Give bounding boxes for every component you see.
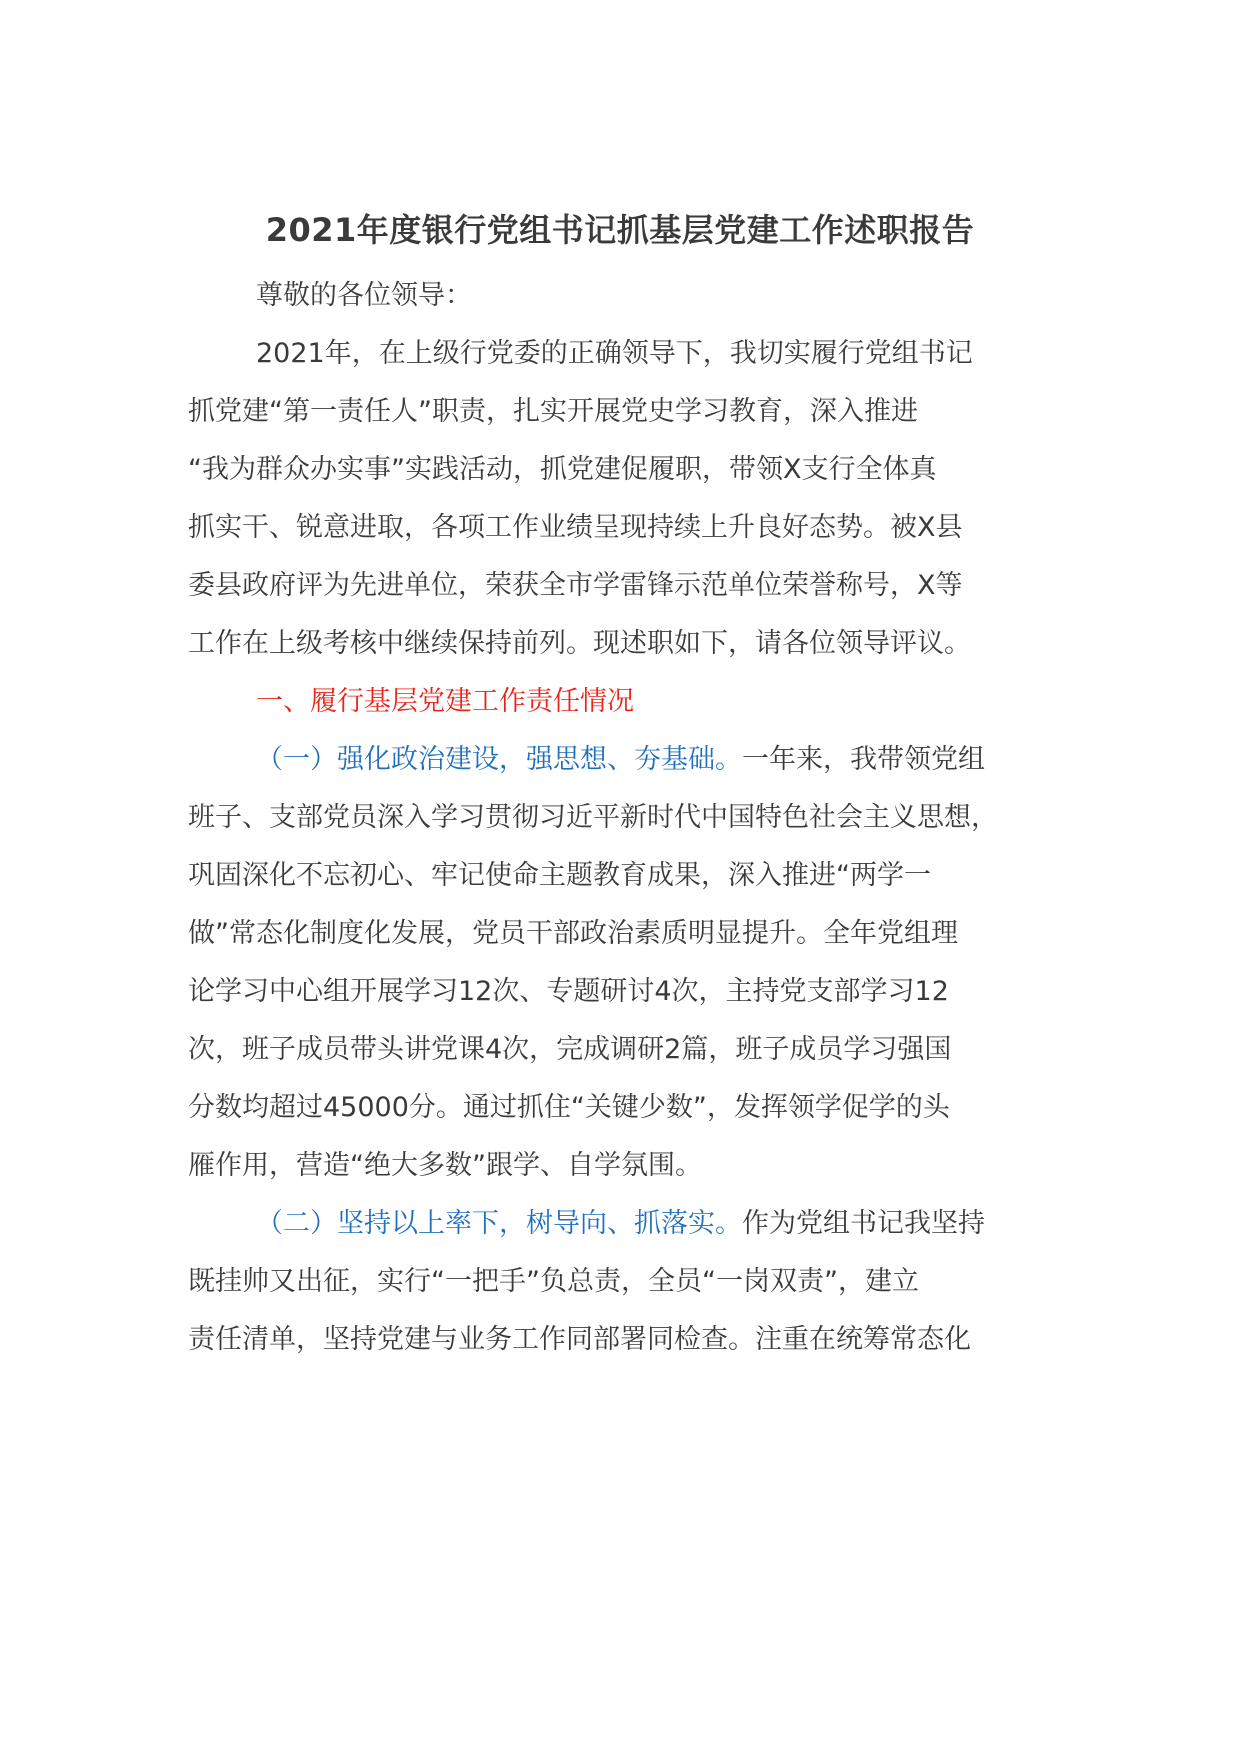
- subsection-heading: （二）坚持以上率下，树导向、抓落实。: [256, 1208, 742, 1239]
- paragraph-text: 一年来，我带领党组: [742, 744, 985, 775]
- paragraph-line: 雁作用，营造“绝大多数”跟学、自学氛围。: [188, 1150, 702, 1181]
- paragraph-line: 责任清单，坚持党建与业务工作同部署同检查。注重在统筹常态化: [188, 1324, 971, 1355]
- paragraph-line: 分数均超过45000分。通过抓住“关键少数”，发挥领学促学的头: [188, 1092, 950, 1123]
- paragraph-line: 论学习中心组开展学习12次、专题研讨4次，主持党支部学习12: [188, 976, 949, 1007]
- document-title: 2021年度银行党组书记抓基层党建工作述职报告: [265, 211, 975, 249]
- paragraph-line: 做”常态化制度化发展，党员干部政治素质明显提升。全年党组理: [188, 918, 958, 949]
- paragraph-text: 作为党组书记我坚持: [742, 1208, 985, 1239]
- paragraph-line: 巩固深化不忘初心、牢记使命主题教育成果，深入推进“两学一: [188, 860, 931, 891]
- paragraph-line: 班子、支部党员深入学习贯彻习近平新时代中国特色社会主义思想，: [188, 802, 998, 833]
- salutation: 尊敬的各位领导：: [256, 280, 472, 311]
- subsection-first-line: [256, 740, 1068, 780]
- intro-line: 2021年，在上级行党委的正确领导下，我切实履行党组书记: [256, 338, 973, 369]
- intro-line: 抓实干、锐意进取，各项工作业绩呈现持续上升良好态势。被X县: [188, 512, 963, 543]
- intro-line: 工作在上级考核中继续保持前列。现述职如下，请各位领导评议。: [188, 628, 971, 659]
- intro-line: 委县政府评为先进单位，荣获全市学雷锋示范单位荣誉称号，X等: [188, 570, 963, 601]
- section-heading: 一、履行基层党建工作责任情况: [256, 686, 634, 717]
- paragraph-line: 次，班子成员带头讲党课4次，完成调研2篇，班子成员学习强国: [188, 1034, 952, 1065]
- intro-line: “我为群众办实事”实践活动，抓党建促履职，带领X支行全体真: [188, 454, 937, 485]
- subsection-heading: （一）强化政治建设，强思想、夯基础。: [256, 744, 742, 775]
- intro-line: 抓党建“第一责任人”职责，扎实开展党史学习教育，深入推进: [188, 396, 918, 427]
- subsection-first-line: [256, 1204, 1068, 1244]
- paragraph-line: 既挂帅又出征，实行“一把手”负总责，全员“一岗双责”，建立: [188, 1266, 919, 1297]
